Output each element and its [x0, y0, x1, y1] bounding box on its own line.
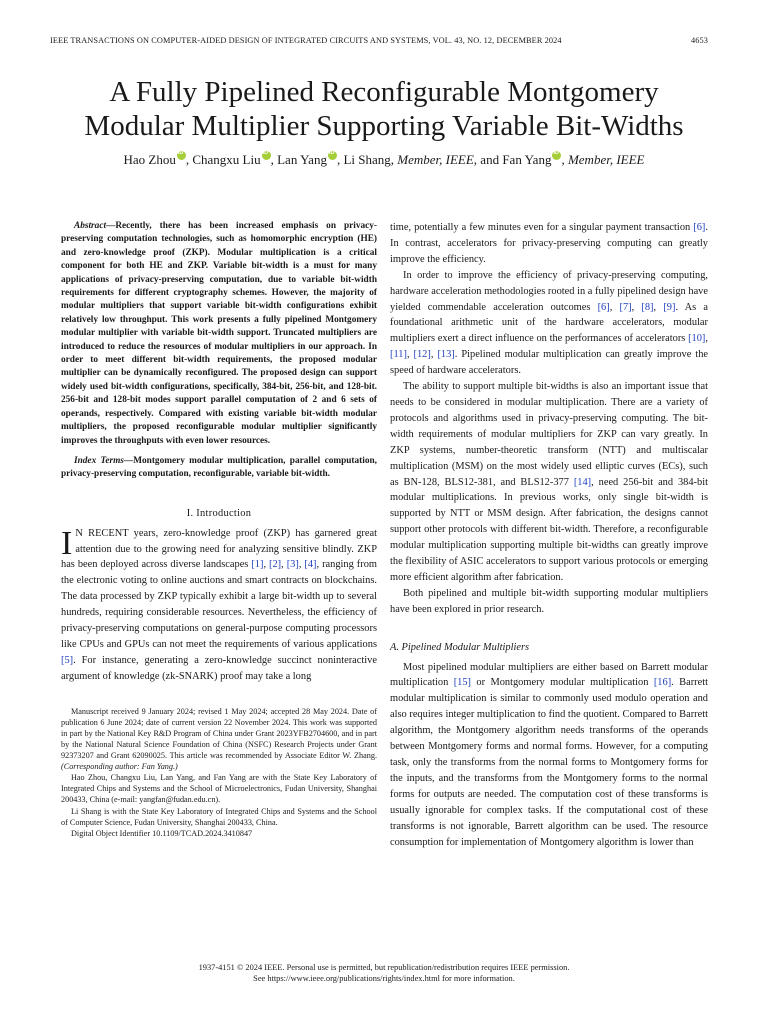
footnotes: [61, 706, 377, 839]
index-terms-lead: Index Terms: [74, 455, 124, 466]
left-column: [61, 220, 377, 839]
orcid-icon[interactable]: [262, 151, 271, 160]
copyright-footer: [40, 962, 728, 985]
author-name: Fan Yang: [502, 152, 552, 167]
footnote-divider: [61, 695, 377, 706]
citation-link[interactable]: [9]: [663, 301, 676, 313]
paragraph-text: , ranging from the electronic voting to online auctions and smart contracts on blockchains. The data processed by ZKP typically exhibit a large bit-width up to several hundreds, requiring considerable resources. Nevertheless, the efficiency of privacy-preserving computations on general-purpose computing processors like CPUs and GPUs can not meet the requirements of various applications: [61, 559, 377, 650]
section-heading: I. Introduction: [186, 507, 252, 519]
copyright-line: 1937-4151 © 2024 IEEE. Personal use is permitted, but republication/redistribution requires IEEE permission.: [198, 963, 570, 972]
paragraph-text: , need 256-bit and 384-bit modular multiplications. In previous works, only single bit-width is supported by NTT or MSM design. After fabrication, the designs cannot support other protocols with different bit-width. Therefore, a reconfigurable modular multiplication supporting multiple bit-widths can greatly improve the flexibility of ASIC accelerators to support various protocols or emerging more efficient algorithm after fabrication.: [390, 476, 708, 583]
footnote-affiliation: Li Shang is with the State Key Laboratory of Integrated Chips and Systems and the School of Computer Science, Fudan University, Shanghai 200433, China.: [61, 806, 377, 827]
right-column: [390, 220, 708, 850]
abstract-text: —Recently, there has been increased emphasis on privacy-preserving computation technologies, such as homomorphic encryption (HE) and zero-knowledge proof (ZKP). Modular multiplication is a critical component for both HE and ZKP. Variable bit-width is a must for many applications of privacy-preserving computation, due to variable bit-width requirements for different cryptography schemes. However, the majority of modular multipliers that support variable bit-width configurations exhibit relatively low throughput. This work presents a fully pipelined Montgomery modular multiplier with variable bit-width support. Truncated multipliers are introduced to reduce the resources of modular multipliers in our approach. In order to meet different bit-width requirements, the proposed modular multiplier can be dynamically reconfigured. The proposed design can support widely used bit-width configurations, specifically, 384-bit, 256-bit, and 128-bit. 256-bit and 128-bit modes support parallel computation of 2 and 6 sets of operands, respectively. Compared with existing variable bit-width modular multipliers, the proposed reconfigurable modular multiplier significantly improves the throughputs with even lower resources.: [61, 221, 377, 446]
paragraph-text: . In contrast, accelerators for privacy-preserving computing can greatly improve the efficiency.: [390, 222, 708, 265]
citation-link[interactable]: [3]: [286, 559, 299, 571]
author-name: Lan Yang: [277, 152, 327, 167]
intro-paragraph: I N RECENT years, zero-knowledge proof (ZKP) has garnered great attention due to the growing need for analyzing sensitive blindly. ZKP has been deployed across diverse landscapes [1], [2], [3], [4], ranging from the electronic voting to online auctions and smart contracts on blockchains. The data processed by ZKP typically exhibit a large bit-width up to several hundreds, requiring considerable resources. Nevertheless, the efficiency of privacy-preserving computations on general-purpose computing processors like CPUs and GPUs can not meet the requirements of various applications [5]. For instance, generating a zero-knowledge succinct noninteractive argument of knowledge (zk-SNARK) proof may take a long: [61, 524, 377, 682]
citation-link[interactable]: [6]: [693, 222, 706, 233]
author-conjunction: and: [480, 152, 500, 167]
paragraph-text: time, potentially a few minutes even for a singular payment transaction: [390, 222, 694, 233]
paragraph: In order to improve the efficiency of privacy-preserving computing, hardware acceleration methodologies rooted in a fully pipelined design have yielded commendable acceleration outcomes [6], [7], [8], [9]. As a foundational arithmetic unit of the hardware accelerators, modular multipliers exert a direct influence on the performances of accelerators [10], [11], [12], [13]. Pipelined modular multiplication can greatly improve the speed of hardware accelerators.: [390, 269, 709, 377]
paragraph: [390, 660, 708, 851]
title-line-2: Modular Multiplier Supporting Variable Bit-Widths: [84, 110, 684, 142]
page-number: 4653: [691, 36, 708, 45]
corresponding-author-note: (Corresponding author: Fan Yang.): [61, 762, 178, 772]
title-line-1: A Fully Pipelined Reconfigurable Montgomery: [109, 76, 659, 108]
footnote-text: Manuscript received 9 January 2024; revised 1 May 2024; accepted 28 May 2024. Date of publication 6 June 2024; date of current version 22 November 2024. This work was supported in part by the National Key R&D Program of China under Grant 2023YFB2704600, and in part by the National Natural Science Foundation of China (NSFC) Research Projects under Grant 92373207 and Grant 62090025. This article was recommended by Associate Editor W. Zhang.: [61, 706, 377, 761]
paragraph-text: . For instance, generating a zero-knowledge succinct noninteractive argument of knowledge (zk-SNARK) proof may take a long: [61, 654, 377, 682]
citation-link[interactable]: [4]: [304, 559, 317, 571]
citation-link[interactable]: [2]: [269, 559, 282, 571]
citation-link[interactable]: [8]: [641, 301, 654, 313]
citation-link[interactable]: [6]: [597, 301, 610, 313]
citation-link[interactable]: [16]: [653, 677, 672, 689]
citation-link[interactable]: [10]: [688, 333, 706, 345]
citation-link[interactable]: [7]: [619, 301, 632, 313]
index-terms-text: —Montgomery modular multiplication, parallel computation, privacy-preserving computation, reconfigurable, variable bit-width.: [61, 455, 377, 480]
citation-link[interactable]: [1]: [251, 559, 264, 571]
author-membership: Member, IEEE: [397, 152, 474, 167]
citation-link[interactable]: [11]: [390, 349, 407, 361]
author-membership: Member, IEEE: [567, 152, 645, 167]
author-name: Changxu Liu: [192, 152, 261, 167]
paragraph-text: or Montgomery modular multiplication: [471, 677, 654, 689]
paragraph-text: . As a foundational arithmetic unit of the hardware accelerators, modular multipliers exert a direct influence on the performances of accelerators: [390, 301, 708, 345]
author-name: Hao Zhou: [123, 152, 176, 167]
paragraph-text: Most pipelined modular multipliers are either based on Barrett modular multiplication: [390, 661, 708, 689]
index-terms: [61, 455, 377, 482]
drop-cap: I: [61, 524, 73, 562]
paragraph-text: N RECENT years, zero-knowledge proof (ZKP) has garnered great attention due to the growing need for analyzing sensitive blindly. ZKP has been deployed across diverse landscapes: [61, 527, 377, 571]
paragraph: [390, 379, 708, 586]
paragraph: Both pipelined and multiple bit-width supporting modular multipliers have been explored in prior research.: [390, 587, 708, 615]
orcid-icon[interactable]: [177, 151, 186, 160]
rights-link-line[interactable]: See https://www.ieee.org/publications/rights/index.html for more information.: [253, 974, 515, 984]
journal-name: IEEE TRANSACTIONS ON COMPUTER-AIDED DESIGN OF INTEGRATED CIRCUITS AND SYSTEMS, VOL. 43, NO. 12, DECEMBER 2024: [50, 36, 562, 45]
citation-link[interactable]: [15]: [453, 677, 472, 689]
citation-link[interactable]: [12]: [413, 349, 431, 361]
paragraph-text: The ability to support multiple bit-widths is also an important issue that needs to be considered in modular multiplication. There are a variety of protocols and algorithms used in privacy-preserving computing. The bit-width requirements of modular multipliers for ZKP can vary greatly. In ZKP systems, number-theoretic transform (NTT) and multiscalar multiplication (MSM) on the most widely used elliptic curves (ECs), such as BN-128, BLS12-381, and BLS12-377: [390, 381, 708, 488]
citation-link[interactable]: [13]: [437, 349, 455, 361]
paper-title: [40, 75, 728, 143]
subsection-heading: A. Pipelined Modular Multipliers: [390, 641, 530, 653]
citation-link[interactable]: [5]: [61, 654, 74, 666]
paragraph-text: . Barrett modular multiplication is similar to commonly used modulo operation and also requires integer multiplication to find the quotient. Compared to Barrett algorithm, the Montgomery algorithm needs transforms of the operands between Montgomery forms and normal forms. However, for a computing task, only the transforms from the normal forms to Montgomery forms for the inputs, and the transforms from the Montgomery forms to the normal forms for outputs are needed. The computation cost of these transforms is usually ignorable for complex tasks. If the computational cost of these transforms is not ignorable, Barrett algorithm can be used. The resource consumption for implementation of Montgomery algorithm is lower than: [390, 677, 708, 848]
paragraph-text: In order to improve the efficiency of privacy-preserving computing, hardware acceleration methodologies rooted in a fully pipelined design have yielded commendable acceleration outcomes: [390, 269, 708, 313]
footnote-manuscript: [61, 706, 377, 773]
footnote-affiliation: Hao Zhou, Changxu Liu, Lan Yang, and Fan Yang are with the State Key Laboratory of Integrated Chips and Systems and the School of Microelectronics, Fudan University, Shanghai 200433, China (e-mail: yangfan@fudan.edu.cn).: [61, 773, 377, 805]
paragraph: [390, 220, 708, 268]
author-list: Hao ZhouiD , Changxu LiuiD , Lan YangiD , Li Shang, Member, IEEE, and Fan YangiD , Member, IEEE: [40, 151, 728, 168]
paragraph-text: . Pipelined modular multiplication can greatly improve the speed of hardware accelerators.: [390, 349, 709, 377]
orcid-icon[interactable]: [328, 151, 337, 160]
author-name: Li Shang: [343, 152, 391, 167]
citation-link[interactable]: [14]: [573, 476, 592, 488]
orcid-icon[interactable]: [552, 151, 561, 160]
abstract-lead: Abstract: [74, 221, 107, 231]
doi[interactable]: Digital Object Identifier 10.1109/TCAD.2024.3410847: [71, 828, 253, 838]
abstract: [61, 220, 377, 448]
